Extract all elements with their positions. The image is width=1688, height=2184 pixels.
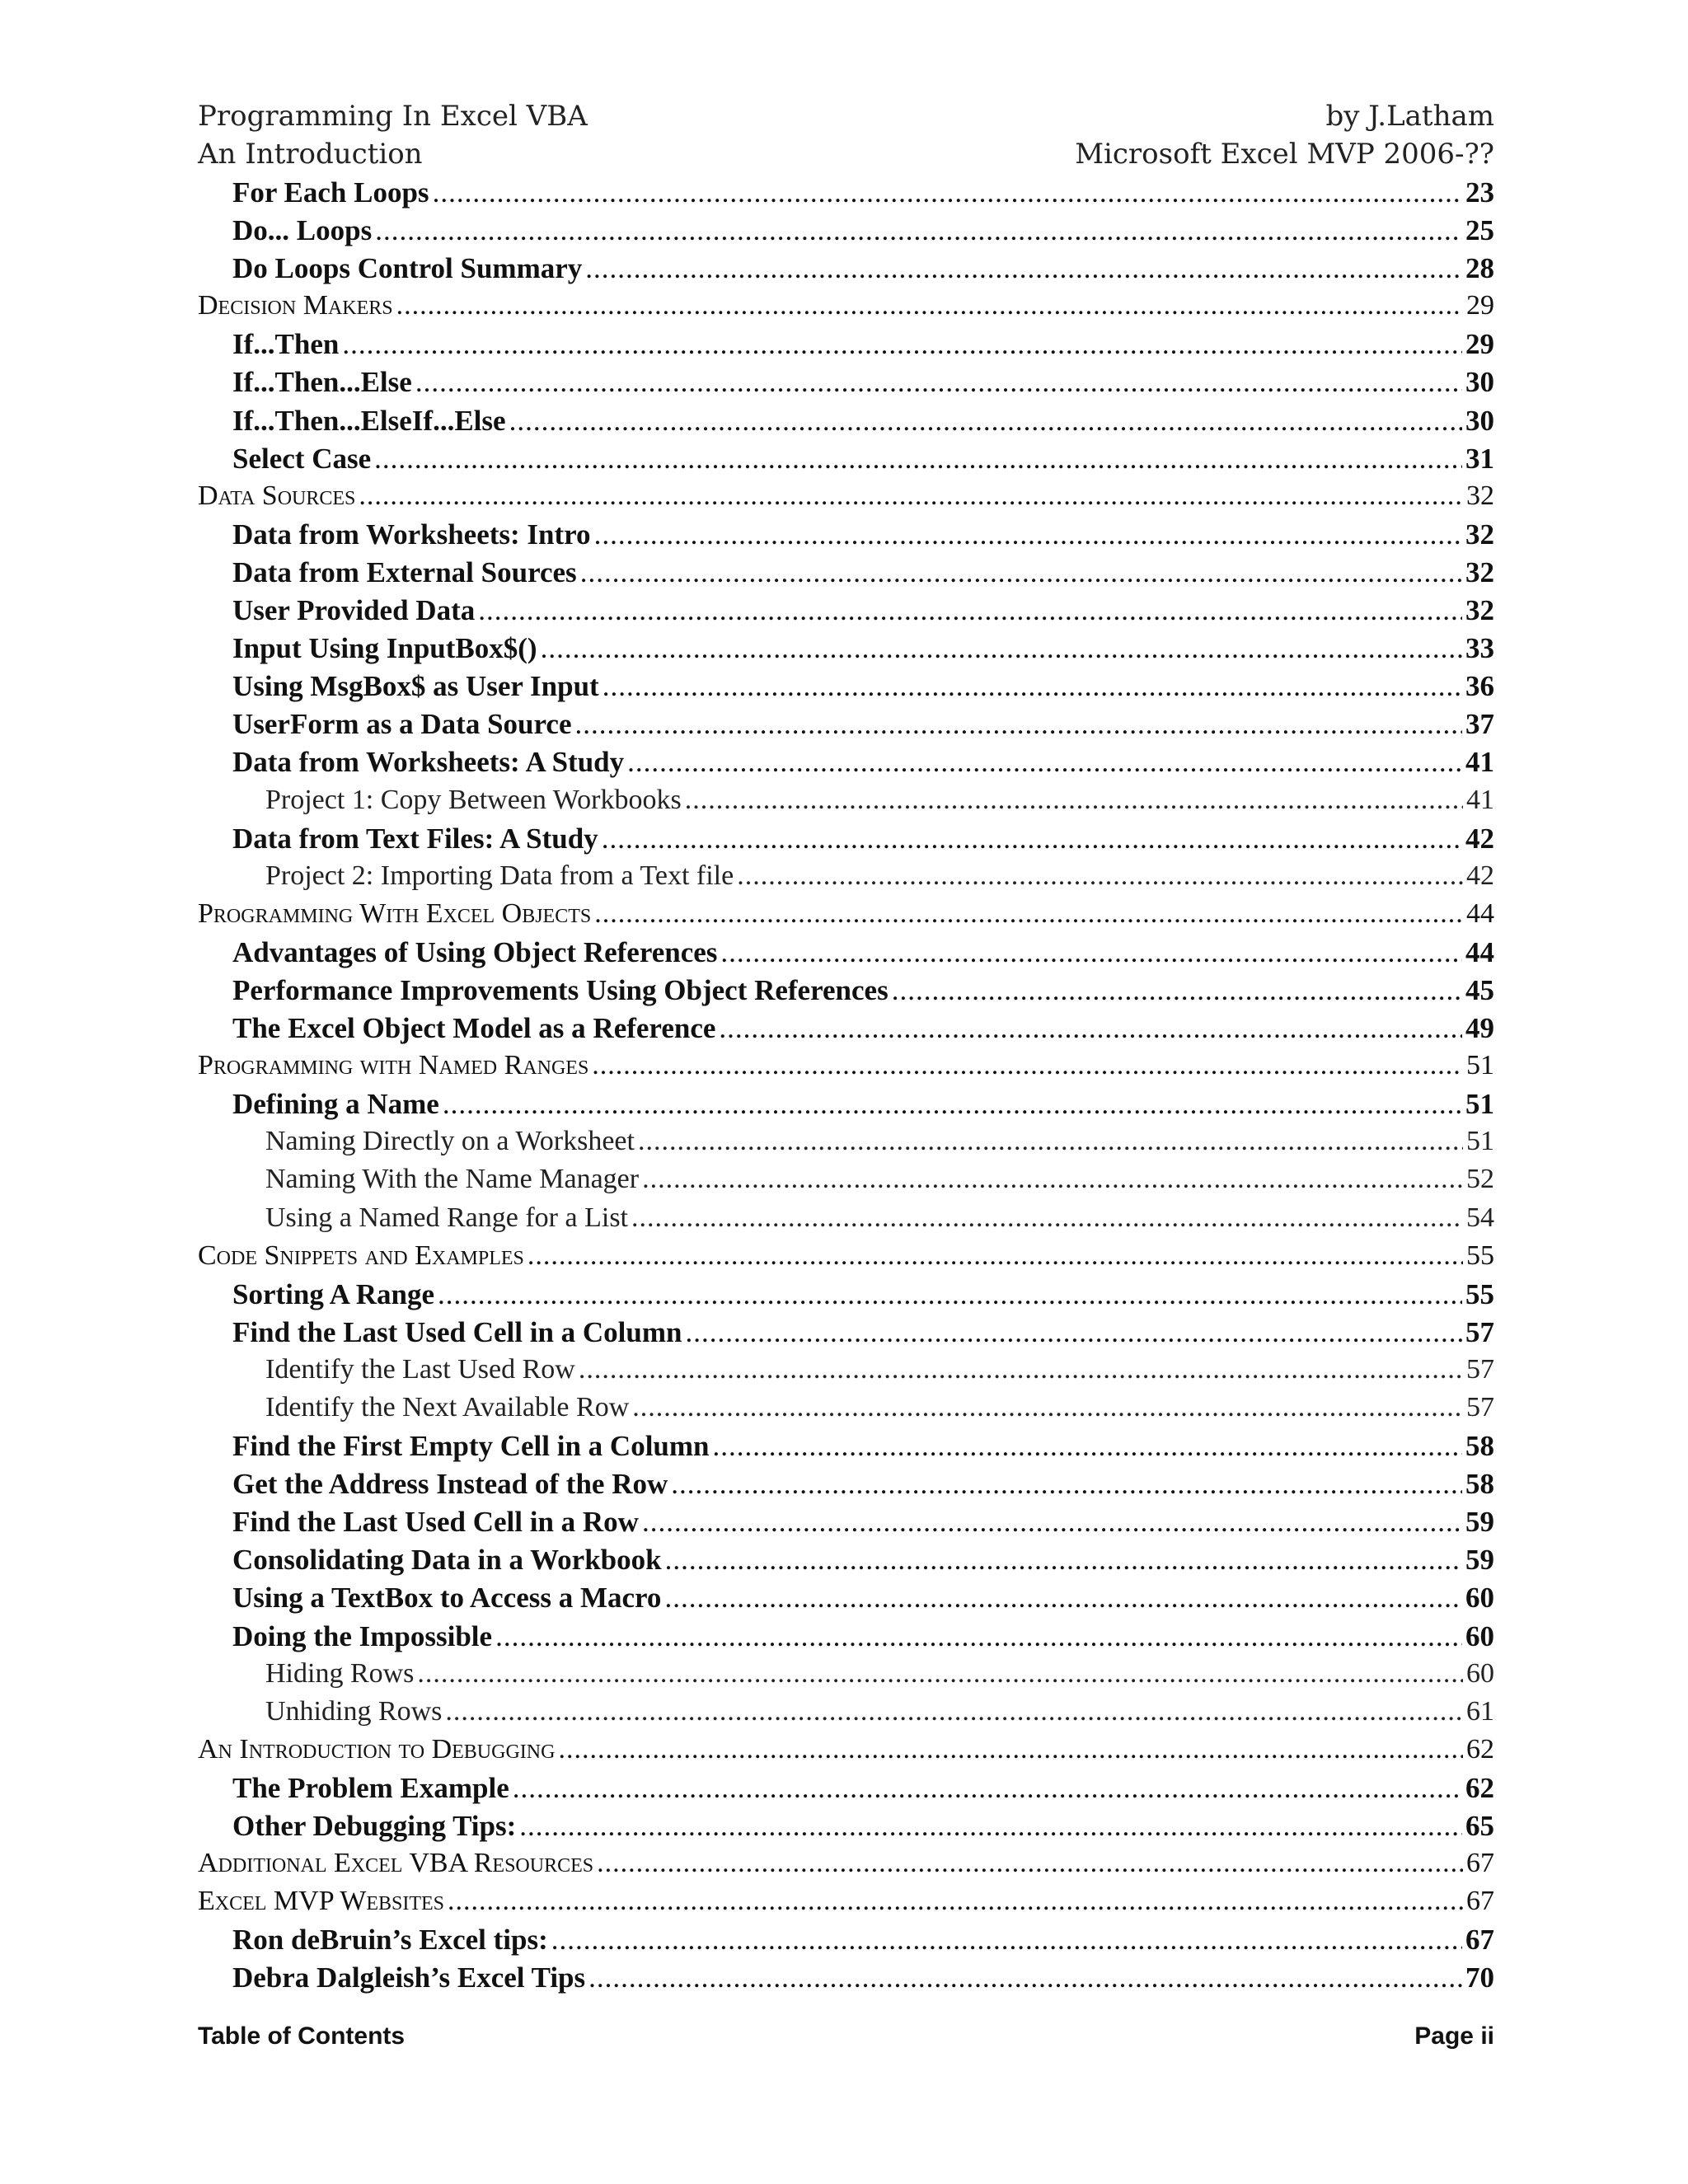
toc-dot-leader xyxy=(665,1544,1462,1577)
toc-dot-leader xyxy=(686,1316,1463,1349)
toc-entry-page: 57 xyxy=(1465,1315,1494,1348)
toc-entry-title: If...Then xyxy=(232,328,340,361)
page-footer xyxy=(198,2022,1494,2050)
toc-entry-title: Project 2: Importing Data from a Text file xyxy=(265,860,734,891)
toc-entry-page: 30 xyxy=(1465,404,1494,437)
toc-entry[interactable] xyxy=(198,1126,1494,1164)
toc-entry-title: Data Sources xyxy=(198,480,356,511)
toc-dot-leader xyxy=(478,594,1462,627)
toc-entry-page: 25 xyxy=(1465,214,1494,247)
toc-entry[interactable] xyxy=(198,176,1494,214)
toc-entry-page: 55 xyxy=(1466,1240,1494,1271)
toc-entry-page: 60 xyxy=(1466,1657,1494,1689)
toc-dot-leader xyxy=(448,1886,1463,1917)
toc-dot-leader xyxy=(713,1430,1462,1463)
toc-entry[interactable] xyxy=(198,1696,1494,1734)
toc-entry-page: 62 xyxy=(1465,1771,1494,1804)
toc-entry-title: Doing the Impossible xyxy=(232,1619,493,1652)
toc-entry-title: Naming With the Name Manager xyxy=(265,1164,640,1195)
toc-entry-page: 49 xyxy=(1465,1012,1494,1045)
toc-entry[interactable] xyxy=(198,1468,1494,1506)
toc-dot-leader xyxy=(433,176,1462,209)
toc-entry-page: 57 xyxy=(1466,1353,1494,1385)
toc-entry[interactable] xyxy=(198,1544,1494,1582)
book-title: Programming In Excel VBA xyxy=(198,100,588,133)
toc-entry-title: For Each Loops xyxy=(232,176,429,209)
toc-entry-title: Ron deBruin’s Excel tips: xyxy=(232,1924,548,1957)
toc-entry-title: Data from Worksheets: Intro xyxy=(232,518,591,551)
toc-dot-leader xyxy=(627,746,1462,779)
toc-entry[interactable] xyxy=(198,1582,1494,1619)
toc-dot-leader xyxy=(638,1126,1463,1157)
toc-entry[interactable] xyxy=(198,785,1494,823)
toc-dot-leader xyxy=(359,480,1463,512)
toc-entry[interactable] xyxy=(198,974,1494,1012)
toc-entry-title: Select Case xyxy=(232,442,372,475)
toc-entry-title: Identify the Next Available Row xyxy=(265,1392,630,1422)
toc-entry-title: Data from Worksheets: A Study xyxy=(232,746,625,779)
toc-dot-leader xyxy=(631,1202,1463,1234)
toc-entry-page: 51 xyxy=(1466,1050,1494,1081)
toc-entry[interactable] xyxy=(198,443,1494,480)
toc-entry-page: 60 xyxy=(1465,1582,1494,1615)
toc-dot-leader xyxy=(580,556,1462,589)
toc-entry-page: 51 xyxy=(1466,1126,1494,1157)
toc-dot-leader xyxy=(575,708,1463,741)
toc-dot-leader xyxy=(585,252,1462,285)
toc-entry-page: 32 xyxy=(1465,518,1494,551)
toc-dot-leader xyxy=(594,518,1462,551)
toc-entry[interactable] xyxy=(198,405,1494,443)
toc-entry[interactable] xyxy=(198,1658,1494,1696)
toc-dot-leader xyxy=(551,1924,1462,1957)
toc-dot-leader xyxy=(642,1506,1462,1539)
toc-dot-leader xyxy=(642,1164,1463,1195)
toc-entry[interactable] xyxy=(198,556,1494,594)
toc-entry-title: Get the Address Instead of the Row xyxy=(232,1468,668,1501)
toc-entry-page: 29 xyxy=(1465,328,1494,361)
toc-dot-leader xyxy=(495,1620,1462,1653)
toc-entry[interactable] xyxy=(198,1278,1494,1316)
toc-entry[interactable] xyxy=(198,936,1494,974)
toc-entry[interactable] xyxy=(198,518,1494,556)
toc-entry-title: Decision Makers xyxy=(198,290,393,321)
toc-entry[interactable] xyxy=(198,823,1494,860)
toc-entry[interactable] xyxy=(198,632,1494,670)
toc-entry-title: Naming Directly on a Worksheet xyxy=(265,1126,635,1157)
toc-entry[interactable] xyxy=(198,1354,1494,1392)
toc-entry-page: 44 xyxy=(1465,935,1494,968)
toc-dot-leader xyxy=(415,366,1462,399)
toc-entry-page: 30 xyxy=(1465,366,1494,399)
toc-entry[interactable] xyxy=(198,1316,1494,1354)
toc-entry-page: 45 xyxy=(1465,973,1494,1006)
toc-entry-title: An Introduction to Debugging xyxy=(198,1733,556,1765)
toc-entry[interactable] xyxy=(198,1164,1494,1202)
toc-entry[interactable] xyxy=(198,860,1494,898)
toc-dot-leader xyxy=(720,936,1462,969)
toc-dot-leader xyxy=(417,1658,1463,1690)
toc-dot-leader xyxy=(737,860,1463,892)
toc-entry[interactable] xyxy=(198,594,1494,632)
toc-entry-title: Project 1: Copy Between Workbooks xyxy=(265,784,682,815)
toc-entry-page: 70 xyxy=(1465,1961,1494,1994)
toc-entry[interactable] xyxy=(198,898,1494,936)
toc-entry-title: Excel MVP Websites xyxy=(198,1886,445,1917)
toc-dot-leader xyxy=(597,1848,1463,1879)
toc-entry[interactable] xyxy=(198,670,1494,708)
toc-entry[interactable] xyxy=(198,290,1494,328)
page-header xyxy=(198,97,1494,173)
toc-dot-leader xyxy=(438,1278,1462,1311)
toc-dot-leader xyxy=(664,1582,1462,1615)
toc-entry-page: 32 xyxy=(1465,555,1494,588)
toc-entry-page: 59 xyxy=(1465,1506,1494,1539)
toc-entry-title: The Excel Object Model as a Reference xyxy=(232,1012,716,1045)
toc-entry-title: Using a Named Range for a List xyxy=(265,1202,628,1233)
toc-entry-title: Identify the Last Used Row xyxy=(265,1353,575,1385)
toc-entry-page: 60 xyxy=(1465,1619,1494,1652)
toc-entry-title: The Problem Example xyxy=(232,1771,509,1804)
toc-entry-title: Find the Last Used Cell in a Row xyxy=(232,1506,639,1539)
toc-dot-leader xyxy=(519,1810,1462,1843)
toc-entry-page: 57 xyxy=(1466,1392,1494,1422)
toc-entry[interactable] xyxy=(198,1050,1494,1088)
toc-entry-page: 33 xyxy=(1465,632,1494,665)
toc-entry-page: 61 xyxy=(1466,1695,1494,1727)
toc-dot-leader xyxy=(632,1392,1463,1423)
toc-entry[interactable] xyxy=(198,1240,1494,1278)
toc-entry-title: Defining a Name xyxy=(232,1088,439,1121)
toc-entry-page: 67 xyxy=(1466,1848,1494,1879)
table-of-contents xyxy=(198,176,1494,2000)
toc-entry-page: 58 xyxy=(1465,1430,1494,1463)
toc-entry-title: Data from External Sources xyxy=(232,555,577,588)
toc-entry[interactable] xyxy=(198,1772,1494,1810)
toc-entry[interactable] xyxy=(198,252,1494,290)
toc-entry[interactable] xyxy=(198,708,1494,746)
toc-entry[interactable] xyxy=(198,1506,1494,1544)
toc-entry-page: 65 xyxy=(1465,1810,1494,1843)
toc-entry-page: 37 xyxy=(1465,708,1494,741)
toc-entry-title: If...Then...ElseIf...Else xyxy=(232,404,506,437)
toc-entry-title: Programming with Named Ranges xyxy=(198,1050,589,1081)
toc-entry-page: 54 xyxy=(1466,1202,1494,1233)
toc-entry[interactable] xyxy=(198,1924,1494,1961)
toc-entry-page: 51 xyxy=(1465,1088,1494,1121)
toc-entry-page: 58 xyxy=(1465,1468,1494,1501)
toc-entry[interactable] xyxy=(198,214,1494,252)
toc-entry-title: Hiding Rows xyxy=(265,1657,415,1689)
toc-entry-title: Consolidating Data in a Workbook xyxy=(232,1544,662,1577)
toc-entry-title: Additional Excel VBA Resources xyxy=(198,1848,594,1879)
toc-dot-leader xyxy=(374,443,1462,476)
toc-dot-leader xyxy=(602,823,1462,855)
toc-dot-leader xyxy=(685,785,1463,816)
toc-entry-page: 67 xyxy=(1465,1924,1494,1957)
toc-entry-title: Do... Loops xyxy=(232,214,373,247)
toc-entry-page: 62 xyxy=(1466,1733,1494,1765)
toc-dot-leader xyxy=(528,1240,1463,1272)
toc-dot-leader xyxy=(375,214,1462,247)
toc-entry-title: Programming With Excel Objects xyxy=(198,898,592,929)
toc-entry-title: Advantages of Using Object References xyxy=(232,935,718,968)
toc-dot-leader xyxy=(592,1050,1463,1081)
toc-entry-title: Using MsgBox$ as User Input xyxy=(232,670,599,703)
toc-dot-leader xyxy=(541,632,1462,665)
toc-entry[interactable] xyxy=(198,1430,1494,1468)
toc-entry-page: 32 xyxy=(1465,594,1494,627)
toc-entry-title: Do Loops Control Summary xyxy=(232,252,583,285)
toc-entry-page: 59 xyxy=(1465,1544,1494,1577)
toc-entry-title: Performance Improvements Using Object References xyxy=(232,973,889,1006)
toc-dot-leader xyxy=(513,1772,1462,1805)
toc-entry[interactable] xyxy=(198,366,1494,404)
toc-entry-title: Using a TextBox to Access a Macro xyxy=(232,1582,662,1615)
toc-entry-page: 31 xyxy=(1465,442,1494,475)
toc-dot-leader xyxy=(445,1696,1463,1727)
toc-entry-title: Find the Last Used Cell in a Column xyxy=(232,1315,682,1348)
toc-entry[interactable] xyxy=(198,1392,1494,1430)
toc-entry[interactable] xyxy=(198,1620,1494,1658)
toc-entry-page: 52 xyxy=(1466,1164,1494,1195)
toc-dot-leader xyxy=(892,974,1462,1007)
toc-dot-leader xyxy=(603,670,1462,703)
toc-dot-leader xyxy=(509,405,1462,438)
toc-entry-page: 41 xyxy=(1466,784,1494,815)
toc-entry[interactable] xyxy=(198,480,1494,518)
toc-entry-page: 29 xyxy=(1466,290,1494,321)
toc-dot-leader xyxy=(558,1734,1463,1765)
toc-dot-leader xyxy=(719,1012,1462,1045)
book-subtitle: An Introduction xyxy=(198,138,423,171)
toc-dot-leader xyxy=(588,1961,1462,1994)
toc-entry-title: Unhiding Rows xyxy=(265,1695,443,1727)
toc-dot-leader xyxy=(579,1354,1463,1385)
toc-entry[interactable] xyxy=(198,328,1494,366)
toc-entry-title: Data from Text Files: A Study xyxy=(232,822,598,855)
toc-entry-title: Find the First Empty Cell in a Column xyxy=(232,1430,710,1463)
toc-entry-title: Input Using InputBox$() xyxy=(232,632,537,665)
toc-entry-page: 28 xyxy=(1465,252,1494,285)
toc-entry[interactable] xyxy=(198,1088,1494,1126)
toc-entry-title: Other Debugging Tips: xyxy=(232,1810,517,1843)
toc-dot-leader xyxy=(594,898,1463,930)
toc-entry-title: Sorting A Range xyxy=(232,1277,435,1310)
toc-entry-title: User Provided Data xyxy=(232,594,476,627)
toc-entry-page: 32 xyxy=(1466,480,1494,511)
toc-entry-page: 41 xyxy=(1465,746,1494,779)
toc-dot-leader xyxy=(396,290,1463,321)
toc-dot-leader xyxy=(671,1468,1462,1501)
footer-page-number: Page ii xyxy=(1414,2022,1494,2050)
toc-entry-page: 23 xyxy=(1465,176,1494,209)
toc-entry-title: Code Snippets and Examples xyxy=(198,1240,524,1271)
toc-entry[interactable] xyxy=(198,746,1494,784)
toc-dot-leader xyxy=(342,328,1462,361)
toc-entry-title: Debra Dalgleish’s Excel Tips xyxy=(232,1961,586,1994)
toc-entry-page: 42 xyxy=(1466,860,1494,891)
toc-entry-page: 55 xyxy=(1465,1277,1494,1310)
toc-entry[interactable] xyxy=(198,1848,1494,1886)
header-row-2 xyxy=(198,135,1494,173)
toc-entry[interactable] xyxy=(198,1012,1494,1050)
toc-entry-title: If...Then...Else xyxy=(232,366,412,399)
toc-entry-page: 42 xyxy=(1465,822,1494,855)
header-row-1 xyxy=(198,97,1494,135)
toc-entry-page: 36 xyxy=(1465,670,1494,703)
toc-entry[interactable] xyxy=(198,1734,1494,1772)
author: by J.Latham xyxy=(1325,100,1494,133)
toc-entry[interactable] xyxy=(198,1886,1494,1924)
toc-entry-page: 67 xyxy=(1466,1886,1494,1917)
author-credential: Microsoft Excel MVP 2006-?? xyxy=(1075,138,1494,171)
toc-entry[interactable] xyxy=(198,1202,1494,1240)
footer-section-title: Table of Contents xyxy=(198,2022,406,2050)
toc-entry[interactable] xyxy=(198,1961,1494,1999)
toc-dot-leader xyxy=(443,1088,1462,1121)
toc-entry[interactable] xyxy=(198,1810,1494,1848)
toc-entry-title: UserForm as a Data Source xyxy=(232,708,572,741)
toc-entry-page: 44 xyxy=(1466,898,1494,929)
